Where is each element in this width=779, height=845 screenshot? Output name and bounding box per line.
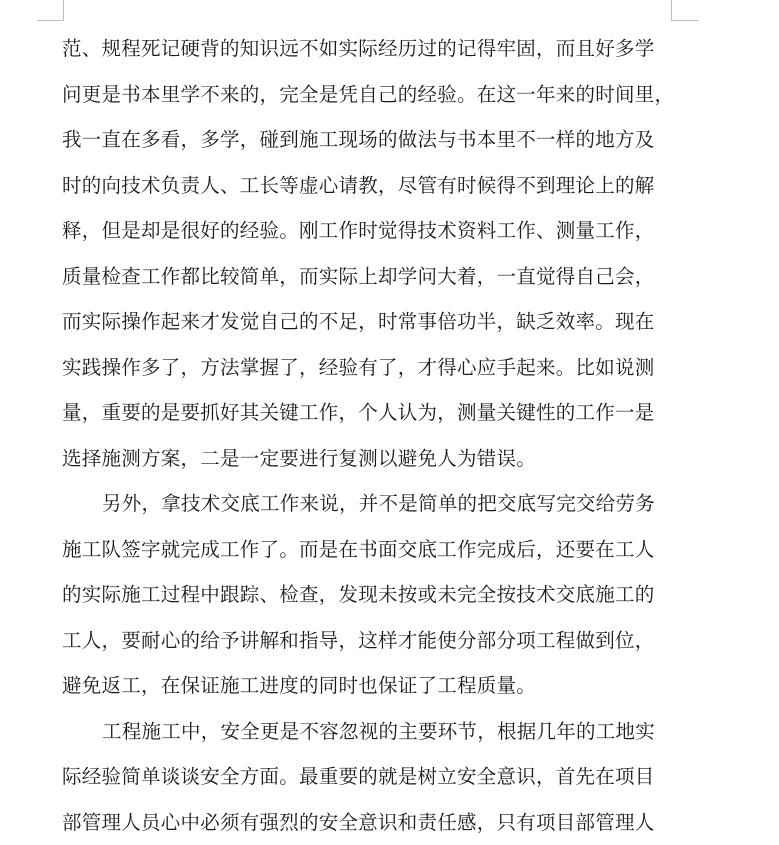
text-line: 范、规程死记硬背的知识远不如实际经历过的记得牢固，而且好多学 — [62, 26, 682, 72]
text-line: 部管理人员心中必须有强烈的安全意识和责任感，只有项目部管理人 — [62, 800, 682, 845]
text-line: 避免返工，在保证施工进度的同时也保证了工程质量。 — [62, 663, 682, 709]
text-line: 问更是书本里学不来的，完全是凭自己的经验。在这一年来的时间里， — [62, 72, 682, 118]
margin-corner-mark-right — [671, 0, 698, 21]
paragraph-first-line: 工程施工中，安全更是不容忽视的主要环节，根据几年的工地实 — [62, 709, 682, 755]
text-line: 释，但是却是很好的经验。刚工作时觉得技术资料工作、测量工作， — [62, 208, 682, 254]
text-line: 的实际施工过程中跟踪、检查，发现未按或未完全按技术交底施工的 — [62, 572, 682, 618]
text-line: 际经验简单谈谈安全方面。最重要的就是树立安全意识，首先在项目 — [62, 754, 682, 800]
text-line: 质量检查工作都比较简单，而实际上却学问大着，一直觉得自己会， — [62, 254, 682, 300]
margin-corner-mark-left — [37, 0, 64, 21]
text-line: 施工队签字就完成工作了。而是在书面交底工作完成后，还要在工人 — [62, 527, 682, 573]
document-body-text — [62, 26, 682, 845]
text-line: 实践操作多了，方法掌握了，经验有了，才得心应手起来。比如说测 — [62, 345, 682, 391]
text-line: 我一直在多看，多学，碰到施工现场的做法与书本里不一样的地方及 — [62, 117, 682, 163]
text-line: 工人，要耐心的给予讲解和指导，这样才能使分部分项工程做到位， — [62, 618, 682, 664]
text-line: 选择施测方案，二是一定要进行复测以避免人为错误。 — [62, 436, 682, 482]
text-line: 而实际操作起来才发觉自己的不足，时常事倍功半，缺乏效率。现在 — [62, 299, 682, 345]
paragraph-first-line: 另外，拿技术交底工作来说，并不是简单的把交底写完交给劳务 — [62, 481, 682, 527]
text-line: 量，重要的是要抓好其关键工作，个人认为，测量关键性的工作一是 — [62, 390, 682, 436]
text-line: 时的向技术负责人、工长等虚心请教，尽管有时候得不到理论上的解 — [62, 163, 682, 209]
